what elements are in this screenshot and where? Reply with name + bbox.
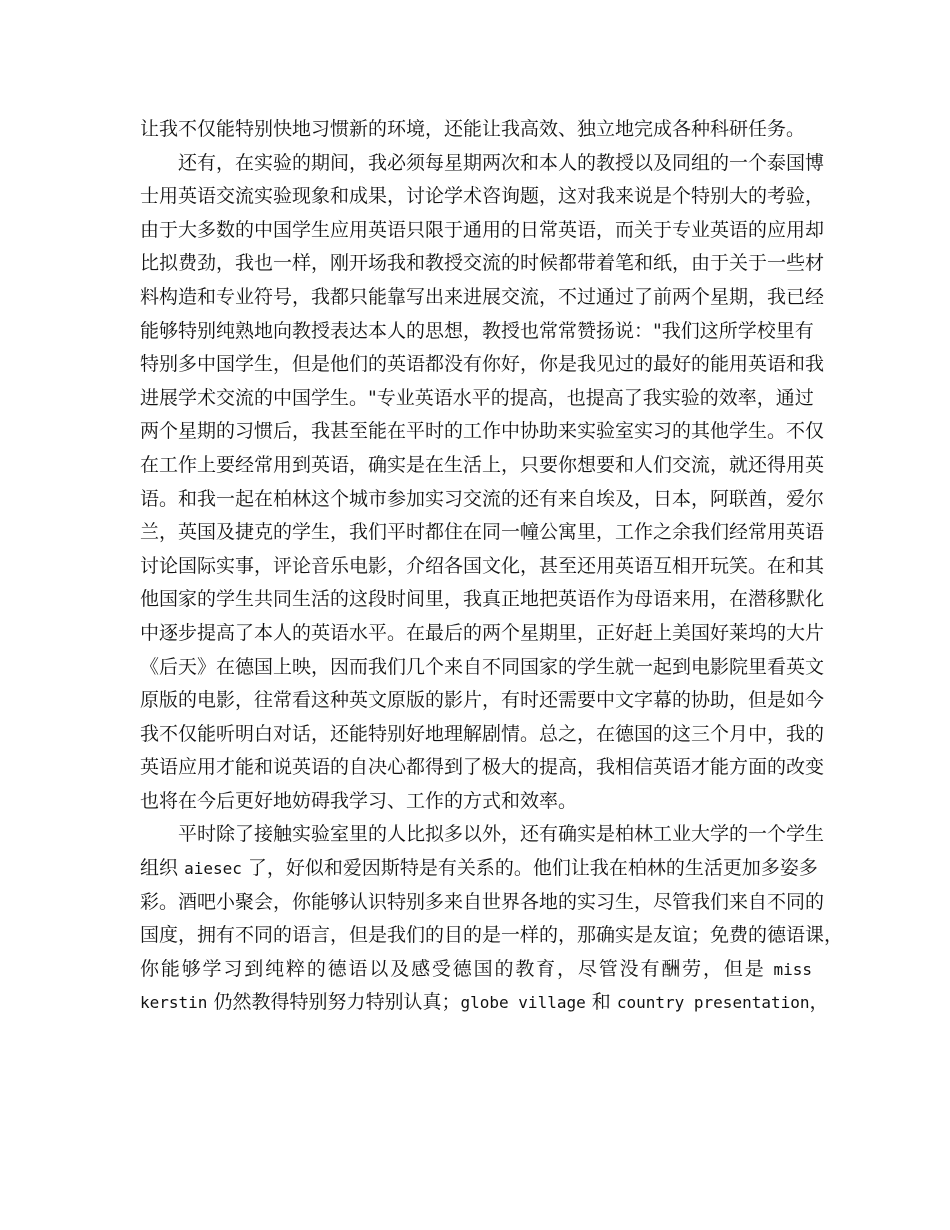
text-span: 由于大多数的中国学生应用英语只限于通用的日常英语，而关于专业英语的应用却 — [140, 218, 825, 241]
text-line — [140, 180, 825, 214]
text-span: 中逐步提高了本人的英语水平。在最后的两个星期里，正好赶上美国好莱坞的大片 — [140, 621, 825, 644]
text-span: 国度，拥有不同的语言，但是我们的目的是一样的，那确实是友谊；免费的德语课， — [140, 924, 844, 947]
latin-term: miss — [773, 959, 812, 979]
text-span: 讨论国际实事，评论音乐电影，介绍各国文化，甚至还用英语互相开玩笑。在和其 — [140, 554, 825, 577]
text-span: 料构造和专业符号，我都只能靠写出来进展交流，不过通过了前两个星期，我已经 — [140, 285, 825, 308]
text-span: 组织 — [140, 857, 179, 880]
text-span: 彩。酒吧小聚会，你能够认识特别多来自世界各地的实习生，尽管我们来自不同的 — [140, 890, 825, 913]
latin-term: kerstin — [140, 993, 208, 1013]
text-line — [140, 751, 825, 785]
text-span: 他国家的学生共同生活的这段时间里，我真正地把英语作为母语来用，在潜移默化 — [140, 588, 825, 611]
text-span: 仍然教得特别努力特别认真； — [213, 991, 461, 1014]
text-span: 能够特别纯熟地向教授表达本人的思想，教授也常常赞扬说："我们这所学校里有 — [140, 319, 814, 342]
text-span: 语。和我一起在柏林这个城市参加实习交流的还有来自埃及，日本，阿联酋，爱尔 — [140, 487, 825, 510]
text-line — [140, 684, 825, 718]
text-line — [140, 214, 825, 248]
text-span: 平时除了接触实验室里的人比拟多以外，还有确实是柏林工业大学的一个学生 — [178, 823, 825, 846]
paragraph-end-line — [140, 785, 812, 819]
text-line — [140, 516, 825, 550]
text-span: 和 — [591, 991, 611, 1014]
document-body — [140, 113, 844, 1020]
text-span: 《后天》在德国上映，因而我们几个来自不同国家的学生就一起到电影院里看英文 — [140, 655, 825, 678]
text-line — [140, 415, 825, 449]
text-span: 我不仅能听明白对话，还能特别好地理解剧情。总之，在德国的这三个月中，我的 — [140, 722, 825, 745]
text-span: 两个星期的习惯后，我甚至能在平时的工作中协助来实验室实习的其他学生。不仅 — [140, 420, 825, 443]
text-line — [140, 315, 812, 349]
text-line — [140, 382, 812, 416]
latin-term: aiesec — [184, 859, 242, 879]
text-span: 让我不仅能特别快地习惯新的环境，还能让我高效、独立地完成各种科研任务。 — [140, 118, 806, 140]
text-line — [140, 348, 825, 382]
text-span: 原版的电影，往常看这种英文原版的影片，有时还需要中文字幕的协助，但是如今 — [140, 689, 825, 712]
text-span: 你能够学习到纯粹的德语以及感受德国的教育，尽管没有酬劳，但是 — [140, 957, 766, 980]
text-line — [140, 247, 825, 281]
text-line — [140, 852, 818, 886]
text-line — [140, 113, 812, 147]
text-line — [140, 718, 825, 752]
text-line — [140, 886, 825, 920]
latin-term: country presentation — [616, 993, 810, 1013]
text-span: ， — [809, 991, 829, 1014]
text-line — [140, 986, 829, 1020]
text-line — [140, 953, 812, 987]
text-span: 了，好似和爱因斯特是有关系的。他们让我在柏林的生活更加多姿多 — [247, 857, 818, 880]
text-span: 比拟费劲，我也一样，刚开场我和教授交流的时候都带着笔和纸，由于关于一些材 — [140, 252, 825, 275]
text-line — [140, 281, 825, 315]
text-span: 兰，英国及捷克的学生，我们平时都住在同一幢公寓里，工作之余我们经常用英语 — [140, 521, 825, 544]
text-line — [140, 583, 825, 617]
text-span: 士用英语交流实验现象和成果，讨论学术咨询题，这对我来说是个特别大的考验， — [140, 185, 825, 208]
text-line — [140, 617, 825, 651]
text-span: 特别多中国学生，但是他们的英语都没有你好，你是我见过的最好的能用英语和我 — [140, 353, 825, 376]
paragraph-start-line — [140, 147, 825, 181]
text-line — [140, 550, 825, 584]
text-span: 还有，在实验的期间，我必须每星期两次和本人的教授以及同组的一个泰国博 — [178, 151, 825, 174]
text-line — [140, 483, 825, 517]
text-line — [140, 449, 825, 483]
text-span: 在工作上要经常用到英语，确实是在生活上，只要你想要和人们交流，就还得用英 — [140, 453, 825, 476]
text-span: 也将在今后更好地妨碍我学习、工作的方式和效率。 — [140, 789, 578, 812]
text-span: 英语应用才能和说英语的自决心都得到了极大的提高，我相信英语才能方面的改变 — [140, 756, 825, 779]
latin-term: globe village — [460, 993, 586, 1013]
text-line — [140, 651, 825, 685]
text-line — [140, 919, 844, 953]
text-span: 进展学术交流的中国学生。"专业英语水平的提高，也提高了我实验的效率，通过 — [140, 386, 814, 409]
paragraph-start-line — [140, 818, 825, 852]
